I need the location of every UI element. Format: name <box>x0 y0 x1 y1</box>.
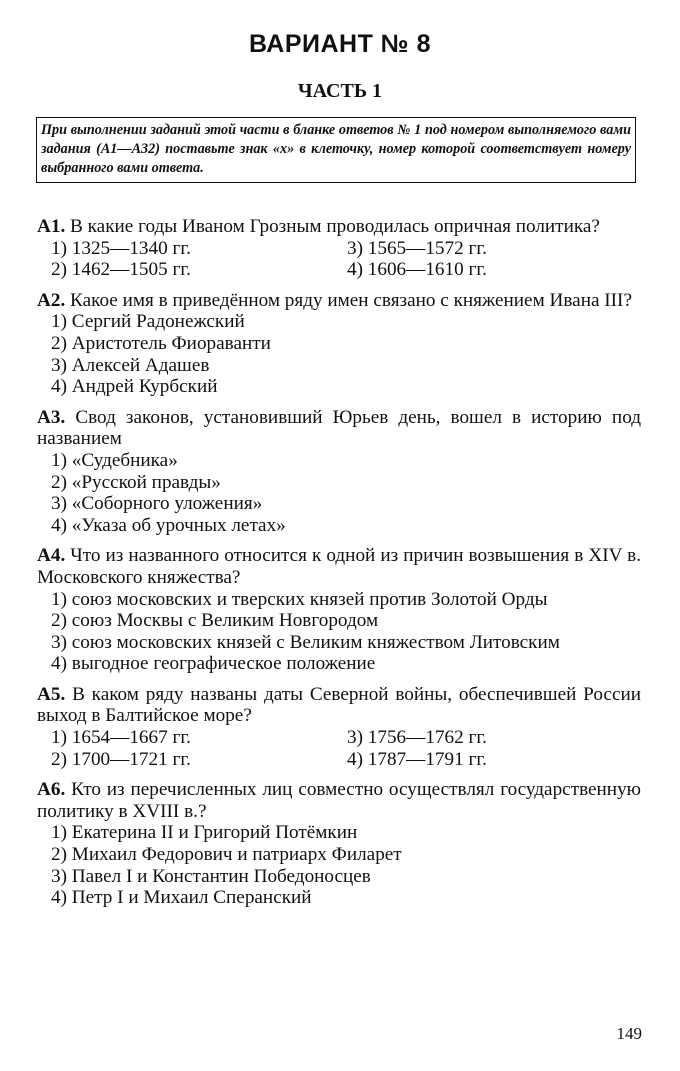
answer-options <box>37 311 641 397</box>
answer-option: 3) 1756—1762 гг. <box>347 727 487 749</box>
question-number: А5. <box>37 683 66 705</box>
question-body: В каком ряду названы даты Северной войны, обеспечившей России выход в Балтийское море? <box>37 683 641 727</box>
answer-option: 4) Петр I и Михаил Сперанский <box>51 887 312 909</box>
answer-options <box>37 727 641 770</box>
answer-option: 3) союз московских князей с Великим княжеством Литовским <box>51 631 560 653</box>
answer-option: 3) Павел I и Константин Победоносцев <box>51 865 371 887</box>
question-body: Что из названного относится к одной из причин возвышения в XIV в. Московского княжества? <box>37 545 641 588</box>
answer-option: 2) Михаил Федорович и патриарх Филарет <box>51 844 402 866</box>
question-body: Кто из перечисленных лиц совместно осуществлял государственную политику в XVIII в.? <box>37 779 642 822</box>
question-text <box>37 684 641 727</box>
question-number: А2. <box>37 289 66 311</box>
answer-option: 3) «Соборного уложения» <box>51 493 263 515</box>
question-a1 <box>37 216 641 281</box>
question-number: А3. <box>37 406 66 428</box>
question-a2 <box>37 290 641 398</box>
answer-option: 1) 1325—1340 гг. <box>51 237 191 259</box>
answer-option: 1) Сергий Радонежский <box>51 311 245 333</box>
answer-option: 3) 1565—1572 гг. <box>347 237 487 259</box>
answer-options <box>37 822 641 908</box>
instruction-box: При выполнении заданий этой части в бланке ответов № 1 под номером выполняемого вами задания (А1—А32) поставьте знак «x» в клеточку, номер которой соответствует номеру выбранного вами ответа. <box>36 117 636 183</box>
question-a4 <box>37 545 641 675</box>
question-number: А1. <box>37 216 66 237</box>
question-text <box>37 290 641 312</box>
question-body: Какое имя в приведённом ряду имен связано с княжением Ивана III? <box>70 289 632 311</box>
answer-option: 3) Алексей Адашев <box>51 354 210 376</box>
answer-option: 2) «Русской правды» <box>51 471 221 493</box>
answer-option: 2) 1462—1505 гг. <box>51 259 191 281</box>
part-title: ЧАСТЬ 1 <box>297 80 383 102</box>
answer-option: 1) «Судебника» <box>51 449 178 471</box>
question-text <box>37 407 641 450</box>
question-a6 <box>37 779 641 909</box>
question-number: А4. <box>37 545 66 567</box>
answer-options <box>37 450 641 536</box>
question-number: А6. <box>37 779 66 801</box>
answer-option: 4) 1606—1610 гг. <box>347 259 487 281</box>
answer-option: 4) Андрей Курбский <box>51 376 218 398</box>
variant-title: ВАРИАНТ № 8 <box>248 30 432 58</box>
answer-option: 2) Аристотель Фиораванти <box>51 332 271 354</box>
question-body: В какие годы Иваном Грозным проводилась опричная политика? <box>70 216 600 237</box>
answer-options <box>37 238 641 281</box>
answer-option: 2) союз Москвы с Великим Новгородом <box>51 610 379 632</box>
question-a3 <box>37 407 641 537</box>
answer-option: 4) выгодное географическое положение <box>51 653 376 675</box>
questions-list <box>37 216 641 918</box>
answer-option: 2) 1700—1721 гг. <box>51 748 191 770</box>
question-text <box>37 779 641 822</box>
answer-options <box>37 589 641 675</box>
page-number: 149 <box>616 1024 642 1043</box>
answer-option: 1) союз московских и тверских князей против Золотой Орды <box>51 588 548 610</box>
question-text <box>37 545 641 588</box>
question-body: Свод законов, установивший Юрьев день, вошел в историю под названием <box>37 406 641 450</box>
question-a5 <box>37 684 641 770</box>
answer-option: 1) Екатерина II и Григорий Потёмкин <box>51 822 358 844</box>
answer-option: 1) 1654—1667 гг. <box>51 727 191 749</box>
question-text <box>37 216 641 238</box>
answer-option: 4) «Указа об урочных летах» <box>51 514 286 536</box>
answer-option: 4) 1787—1791 гг. <box>347 748 487 770</box>
